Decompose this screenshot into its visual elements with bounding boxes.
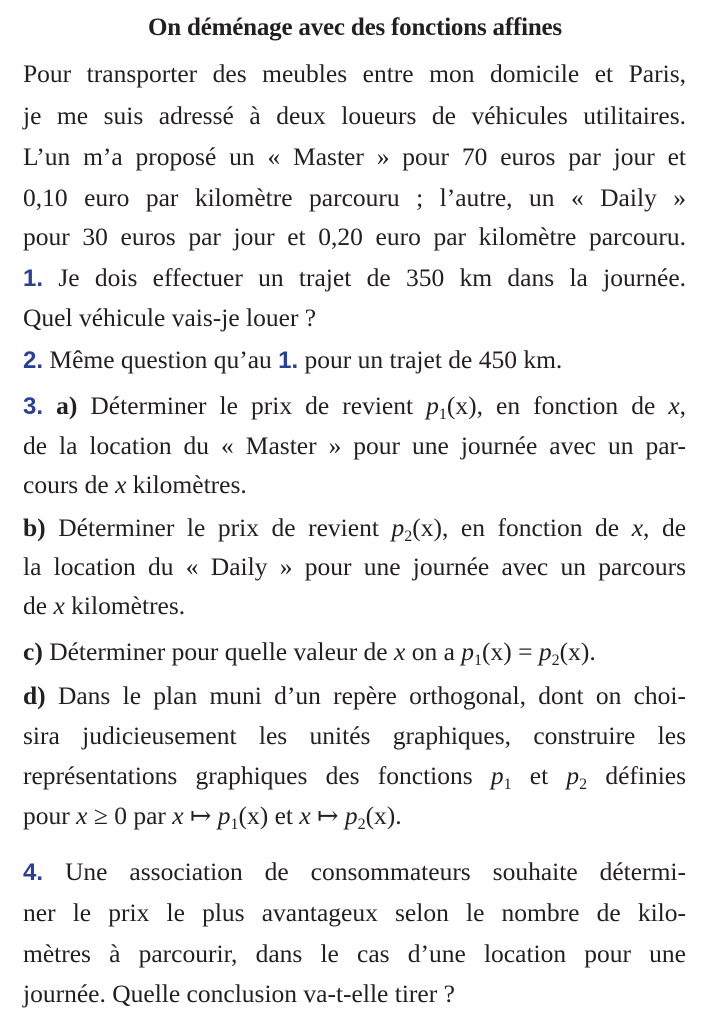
formula-argument: (x): [482, 637, 512, 666]
formula-argument: (x): [365, 801, 396, 830]
formula-subscript: 2: [579, 776, 588, 793]
question-1-text: Je dois effectuer un trajet de 350 km dans la journée.: [58, 263, 687, 292]
question-2-line: [23, 344, 562, 377]
question-3c-text: Déterminer pour quelle valeur de: [49, 637, 388, 666]
question-3d-line: sira judicieusement les unités graphiques, construire les: [23, 721, 686, 750]
question-3d-text: et: [529, 761, 549, 790]
question-2-text: pour un trajet de 450 km.: [304, 345, 563, 374]
formula-symbol: p: [344, 801, 358, 830]
question-3a-line: de la location du « Master » pour une journée avec un par-: [23, 431, 686, 460]
question-1-line: Quel véhicule vais-je louer ?: [23, 303, 317, 332]
question-2-reference: 1.: [278, 347, 299, 374]
question-3b-line: [23, 512, 686, 544]
formula-symbol: p: [490, 761, 504, 790]
part-b-label: b): [23, 513, 46, 542]
question-1-number: 1.: [23, 265, 44, 292]
question-3a-text: , en fonction de: [476, 391, 656, 420]
maps-to-arrow: ↦: [317, 801, 339, 830]
question-3d-line: [23, 680, 686, 712]
question-4-line: [23, 856, 686, 889]
question-3b-text: , en fonction de: [441, 513, 620, 542]
formula-symbol: p: [538, 637, 552, 666]
formula-subscript: 1: [438, 406, 447, 423]
formula-p1: [490, 761, 512, 793]
part-d-label: d): [23, 681, 46, 710]
question-3c-text: on a: [411, 637, 455, 666]
variable-x: x: [668, 391, 680, 420]
formula-p1: [461, 637, 512, 669]
question-3d-text: représentations graphiques des fonctions: [23, 761, 473, 790]
question-3d-text: ≥ 0 par: [93, 801, 166, 830]
question-3d-text: et: [274, 801, 293, 830]
question-3a-text: kilomètres.: [132, 470, 247, 499]
maps-to-arrow: ↦: [189, 801, 212, 830]
question-1-line: [23, 262, 686, 295]
formula-argument: (x): [559, 637, 590, 666]
variable-x: x: [394, 637, 406, 666]
punctuation: ,: [679, 391, 687, 420]
punctuation: .: [395, 801, 402, 830]
question-3a-text: cours de: [23, 470, 109, 499]
question-3a-line: [23, 469, 247, 501]
question-3a-line: [23, 390, 686, 423]
formula-p2: [538, 637, 590, 669]
question-3b-text: de: [23, 591, 48, 620]
question-3-number: 3.: [23, 393, 44, 420]
formula-argument: (x): [446, 391, 477, 420]
question-4-text: Une association de consommateurs souhaite détermi-: [64, 857, 686, 886]
equals-sign: =: [518, 637, 533, 666]
formula-p1: [426, 391, 477, 423]
intro-line: Pour transporter des meubles entre mon domicile et Paris,: [23, 59, 686, 88]
intro-line: L’un m’a proposé un « Master » pour 70 euros par jour et: [23, 142, 686, 171]
formula-p1: [217, 801, 269, 833]
question-4-line: mètres à parcourir, dans le cas d’une location pour une: [23, 939, 686, 968]
formula-argument: (x): [238, 801, 269, 830]
variable-x: x: [76, 801, 88, 830]
question-3b-line: [23, 590, 185, 622]
exercise-title: On déménage avec des fonctions affines: [148, 14, 562, 41]
formula-argument: (x): [412, 513, 442, 542]
formula-subscript: 1: [503, 776, 512, 793]
question-3d-line: [23, 760, 686, 792]
intro-line: 0,10 euro par kilomètre parcouru ; l’autre, un « Daily »: [23, 183, 686, 212]
variable-x: x: [172, 801, 184, 830]
intro-line: pour 30 euros par jour et 0,20 euro par kilomètre parcouru.: [23, 222, 686, 251]
formula-symbol: p: [461, 637, 475, 666]
question-3a-text: Déterminer le prix de revient: [90, 391, 414, 420]
question-4-line: journée. Quelle conclusion va-t-elle tirer ?: [23, 979, 455, 1008]
formula-subscript: 1: [230, 816, 239, 833]
question-3b-line: la location du « Daily » pour une journée avec un parcours: [23, 552, 686, 581]
part-a-label: a): [56, 391, 78, 420]
question-3d-line: [23, 800, 402, 832]
punctuation: .: [589, 637, 596, 666]
formula-symbol: p: [426, 391, 439, 420]
question-3b-text: , de: [643, 513, 687, 542]
variable-x: x: [299, 801, 311, 830]
formula-p2: [566, 761, 588, 793]
question-4-number: 4.: [23, 859, 44, 886]
formula-symbol: p: [217, 801, 231, 830]
question-3d-text: définies: [605, 761, 687, 790]
intro-line: je me suis adressé à deux loueurs de véhicules utilitaires.: [23, 101, 686, 130]
question-3b-text: Déterminer le prix de revient: [58, 513, 379, 542]
formula-p2: [344, 801, 396, 833]
question-2-text: Même question qu’au: [49, 345, 272, 374]
variable-x: x: [631, 513, 644, 542]
question-4-line: ner le prix le plus avantageux selon le nombre de kilo-: [23, 898, 686, 927]
formula-subscript: 2: [551, 652, 560, 669]
formula-subscript: 1: [474, 652, 483, 669]
part-c-label: c): [23, 637, 43, 666]
formula-p2: [391, 513, 442, 545]
question-3b-text: kilomètres.: [71, 591, 186, 620]
formula-subscript: 2: [357, 816, 366, 833]
question-2-number: 2.: [23, 347, 44, 374]
question-3c-line: [23, 636, 596, 668]
question-3d-text: pour: [23, 801, 70, 830]
question-3d-text: Dans le plan muni d’un repère orthogonal, dont on choi-: [57, 681, 686, 710]
formula-symbol: p: [391, 513, 405, 542]
variable-x: x: [53, 591, 65, 620]
formula-symbol: p: [566, 761, 580, 790]
variable-x: x: [115, 470, 127, 499]
formula-subscript: 2: [404, 528, 413, 545]
